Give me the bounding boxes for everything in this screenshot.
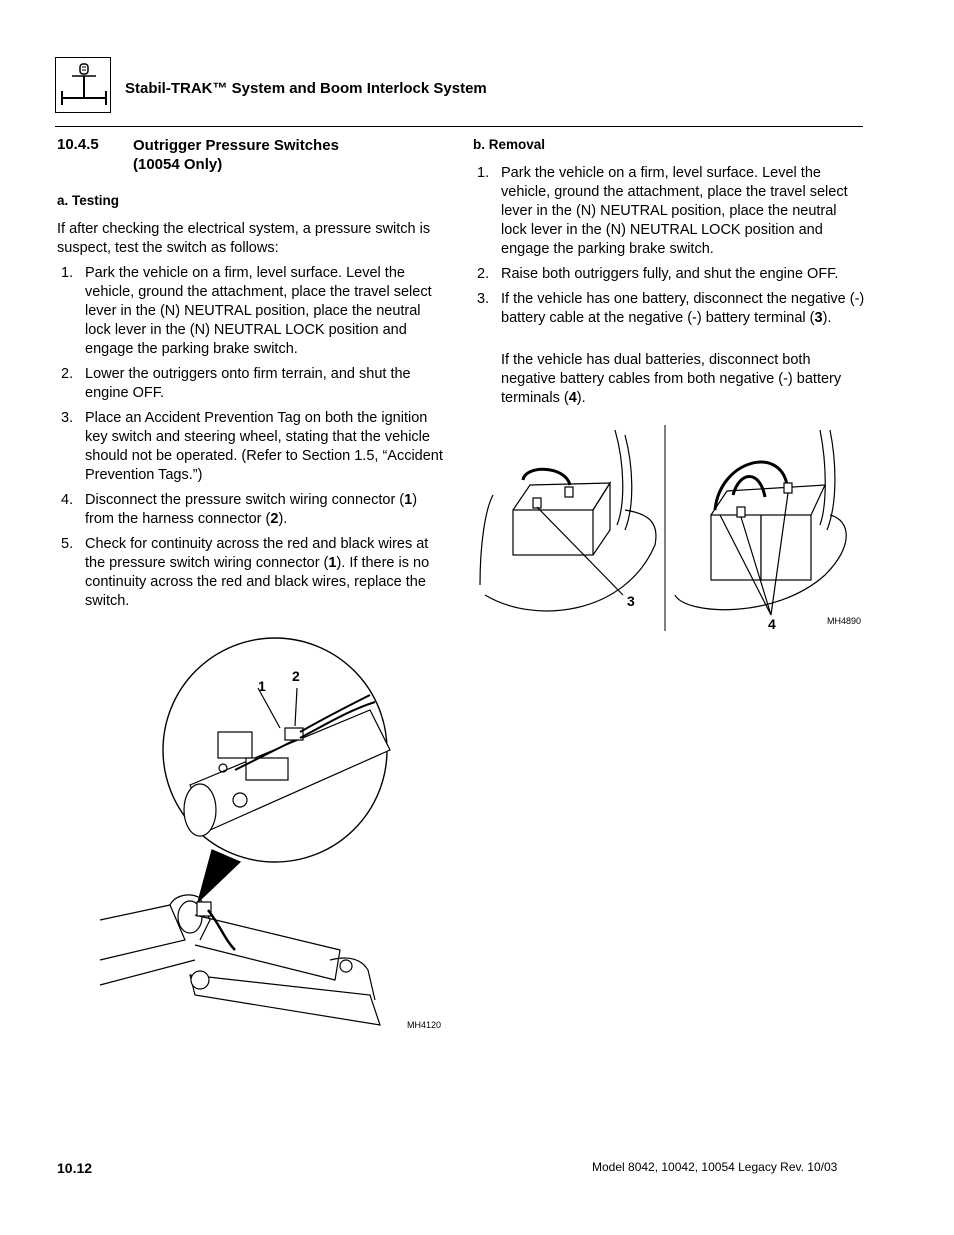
ref-number: 1: [328, 555, 337, 571]
list-item: [57, 491, 447, 529]
step-text: Park the vehicle on a firm, level surface. Level the vehicle, ground the attachment, place the travel select lever in the (N) NEUTRAL position, place the neutral lock lever in the (N) NEUTRAL LOCK position and engage the parking brake switch.: [501, 165, 848, 257]
section-title-line1: Outrigger Pressure Switches: [133, 137, 339, 154]
page-number: 10.12: [57, 1160, 93, 1176]
ref-number: 2: [270, 511, 279, 527]
removal-heading: b. Removal: [473, 137, 546, 152]
step-text: ) from the harness connector (: [85, 492, 418, 527]
step-text: Place an Accident Prevention Tag on both the ignition key switch and steering wheel, stating that the vehicle should not be operated. (Refer to Section 1.5, “Accident Prevention Tags.”): [85, 410, 443, 483]
pressure-switch-figure: [100, 640, 450, 1040]
callout-2: 2: [292, 668, 300, 684]
ref-number: 3: [814, 310, 823, 326]
step-text: Lower the outriggers onto firm terrain, and shut the engine OFF.: [85, 366, 411, 401]
figure-code: MH4120: [407, 1020, 442, 1030]
removal-steps: [473, 164, 865, 334]
section-number: 10.4.5: [57, 136, 99, 153]
callout-4: 4: [768, 616, 776, 632]
step-number: 2.: [61, 366, 74, 382]
note-text: ).: [576, 390, 586, 406]
step-number: 1.: [61, 265, 74, 281]
list-item: [57, 264, 447, 359]
ref-number: 1: [404, 492, 413, 508]
list-item: [473, 164, 865, 259]
note-text: If the vehicle has dual batteries, disconnect both negative battery cables from both negative (-) battery terminals (: [501, 352, 842, 406]
list-item: [473, 290, 865, 328]
step-number: 4.: [61, 492, 74, 508]
step-text: Check for continuity across the red and black wires at the pressure switch wiring connector (: [85, 536, 429, 571]
list-item: [57, 365, 447, 403]
header-divider: [55, 126, 863, 127]
step-text: If the vehicle has one battery, disconnect the negative (-) battery cable at the negative (-) battery terminal (: [501, 291, 865, 326]
model-revision: Model 8042, 10042, 10054 Legacy Rev. 10/03: [592, 1160, 838, 1174]
step-text: ).: [278, 511, 288, 527]
testing-intro: If after checking the electrical system, a pressure switch is suspect, test the switch as follows:: [57, 221, 431, 256]
step-number: 2.: [477, 266, 490, 282]
battery-illustration: [475, 425, 865, 635]
step-number: 3.: [61, 410, 74, 426]
list-item: [57, 409, 447, 485]
section-title: [133, 136, 339, 174]
testing-heading: a. Testing: [57, 193, 120, 208]
callout-3: 3: [627, 593, 635, 609]
section-title-line2: (10054 Only): [133, 156, 223, 173]
step-text: ).: [822, 310, 832, 326]
step-number: 1.: [477, 165, 490, 181]
battery-figure: [475, 425, 865, 635]
list-item: [57, 535, 447, 611]
dual-battery-note: [473, 351, 865, 408]
step-number: 5.: [61, 536, 74, 552]
manual-logo-icon: [55, 57, 111, 113]
testing-steps: [57, 264, 447, 617]
pressure-switch-illustration: [100, 640, 450, 1040]
step-text: Disconnect the pressure switch wiring connector (: [85, 492, 405, 508]
step-text: ). If there is no continuity across the red and black wires, replace the switch.: [85, 555, 430, 609]
step-number: 3.: [477, 291, 490, 307]
callout-1: 1: [258, 678, 266, 694]
list-item: [473, 265, 865, 284]
figure-code: MH4890: [827, 616, 862, 626]
ref-number: 4: [568, 390, 577, 406]
step-text: Raise both outriggers fully, and shut the engine OFF.: [501, 266, 839, 282]
header-title: Stabil-TRAK™ System and Boom Interlock System: [125, 80, 487, 97]
step-text: Park the vehicle on a firm, level surface. Level the vehicle, ground the attachment, place the travel select lever in the (N) NEUTRAL position, place the neutral lock lever in the (N) NEUTRAL LOCK position and engage the parking brake switch.: [85, 265, 432, 357]
